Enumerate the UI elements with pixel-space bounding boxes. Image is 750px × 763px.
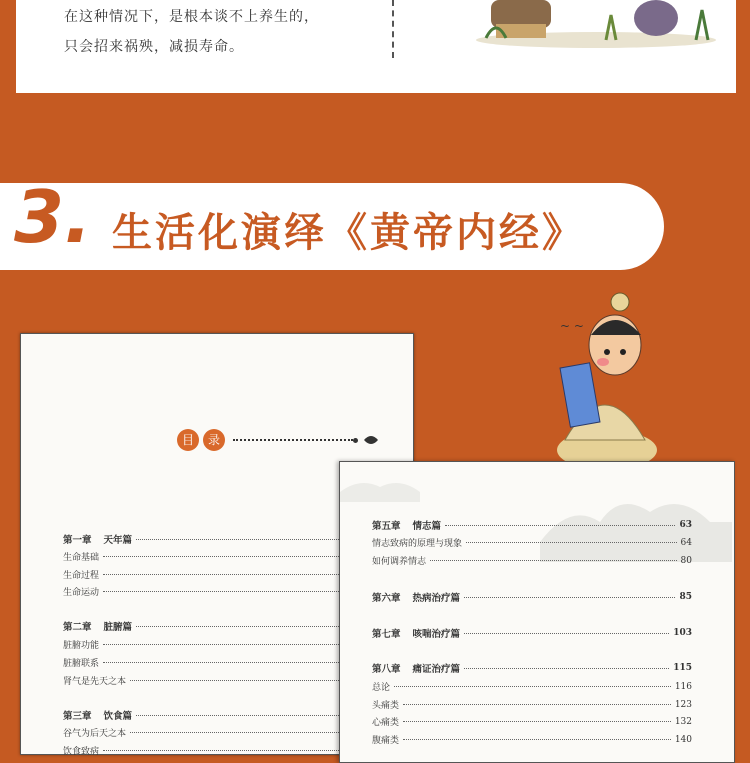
toc-item: [372, 715, 692, 728]
chapter-number: 第二章: [63, 622, 92, 633]
toc-item-label: 肾气是先天之本: [63, 677, 127, 687]
leader-dots: [403, 704, 671, 705]
chapter-name: 脏腑篇: [103, 622, 133, 633]
toc-heading: [177, 429, 380, 451]
leader-dots: [466, 542, 677, 543]
toc-heading-leader: [233, 439, 353, 441]
page-number: 103: [673, 628, 692, 638]
toc-item-label: 心痛类: [372, 718, 400, 728]
top-text: [64, 2, 394, 62]
chapter-name: 咳喘治疗篇: [412, 629, 461, 640]
section-banner: [0, 175, 664, 270]
leader-dots: [403, 739, 671, 740]
toc-heading-dot: [353, 438, 358, 443]
section-title: 生活化演绎《黄帝内经》: [112, 210, 585, 256]
toc-item-label: 腹痛类: [372, 736, 400, 746]
page-number: 140: [674, 734, 692, 745]
leader-dots: [394, 686, 671, 687]
chapter-name: 饮食篇: [103, 711, 133, 722]
chapter-number: 第七章: [372, 629, 401, 640]
dashed-divider: [392, 0, 394, 58]
toc-chapter-7: [372, 626, 692, 640]
chapter-number: 第一章: [63, 535, 92, 546]
toc-item: [372, 536, 692, 549]
chapter-name: 热病治疗篇: [412, 593, 461, 604]
top-line-1: 在这种情况下，是根本谈不上养生的，: [64, 9, 319, 25]
page-number: 115: [673, 663, 692, 673]
toc-chapter-8: [372, 661, 692, 675]
leader-dots: [464, 633, 669, 634]
chapter-number: 第六章: [372, 593, 401, 604]
leader-dots: [403, 721, 671, 722]
toc-page-right: [339, 461, 735, 763]
page-number: 80: [680, 555, 692, 566]
leader-dots: [430, 560, 677, 561]
chapter-number: 第三章: [63, 711, 92, 722]
toc-item: [372, 680, 692, 693]
toc-item-label: 脏腑功能: [63, 641, 100, 651]
chapter-number: 第五章: [372, 521, 401, 532]
toc-item: [372, 733, 692, 746]
leader-dots: [445, 525, 675, 526]
toc-heading-char-2: 录: [203, 429, 225, 451]
leader-dots: [464, 668, 669, 669]
chapter-name: 痛证治疗篇: [412, 664, 461, 675]
toc-item: [372, 698, 692, 711]
svg-text:~ ~: ~ ~: [560, 319, 584, 333]
page-number: 64: [680, 537, 692, 548]
toc-item-label: 生命基础: [63, 553, 100, 563]
toc-item: [372, 554, 692, 567]
page-number: 85: [679, 592, 692, 602]
toc-heading-char-1: 目: [177, 429, 199, 451]
ornament-icon: [362, 433, 380, 447]
toc-item-label: 谷气为后天之本: [63, 729, 127, 739]
toc-item-label: 情志致病的原理与现象: [372, 539, 463, 549]
page-number: 123: [674, 699, 692, 710]
chapter-number: 第八章: [372, 664, 401, 675]
top-line-2: 只会招来祸殃，减损寿命。: [64, 39, 244, 55]
toc-item-label: 生命过程: [63, 571, 100, 581]
top-panel: [16, 0, 736, 93]
cartoon-illustration-top: [456, 0, 736, 50]
page-number: 63: [679, 520, 692, 530]
chapter-name: 天年篇: [103, 535, 133, 546]
leader-dots: [464, 597, 675, 598]
page-number: 116: [674, 681, 692, 692]
toc-item-label: 脏腑联系: [63, 659, 100, 669]
toc-item-label: 头痛类: [372, 701, 400, 711]
toc-chapter-5: [372, 518, 692, 532]
section-number: 3.: [14, 175, 92, 259]
reading-monk-illustration: [555, 290, 660, 470]
toc-item-label: 生命运动: [63, 588, 100, 598]
toc-chapter-6: [372, 590, 692, 604]
toc-item-label: 饮食致病: [63, 747, 100, 757]
toc-item-label: 如何调养情志: [372, 557, 427, 567]
chapter-name: 情志篇: [412, 521, 442, 532]
page-number: 132: [674, 716, 692, 727]
toc-item-label: 总论: [372, 683, 391, 693]
